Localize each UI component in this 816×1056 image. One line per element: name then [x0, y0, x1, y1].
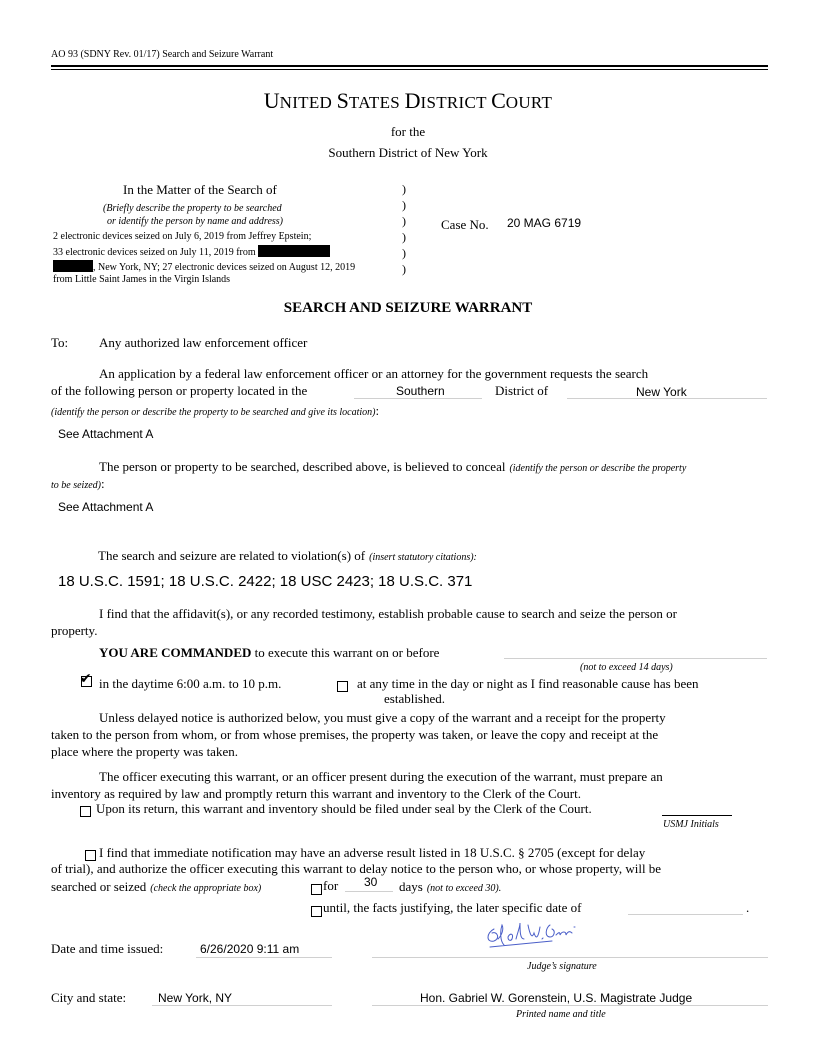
district-of-label: District of: [495, 383, 549, 398]
inventory-line-2: inventory as required by law and promptly return this warrant and inventory to the Clerk of the Court.: [51, 786, 581, 801]
property-line-2: [53, 245, 330, 258]
conceal-instruction-1: (identify the person or describe the property: [509, 463, 687, 474]
location-instruction: [51, 402, 379, 420]
violations-field[interactable]: 18 U.S.C. 1591; 18 U.S.C. 2422; 18 USC 2423; 18 U.S.C. 371: [58, 573, 473, 590]
state-field[interactable]: New York: [636, 385, 687, 399]
seal-label: Upon its return, this warrant and inventory should be filed under seal by the Clerk of the Court.: [96, 801, 592, 816]
caption-paren: ): [402, 262, 406, 276]
court-word-nited: NITED: [279, 93, 337, 112]
judge-signature-label: Judge’s signature: [527, 961, 597, 972]
violations-instruction: (insert statutory citations):: [369, 552, 477, 563]
usmj-initials-line: [662, 815, 732, 816]
until-period: .: [746, 900, 750, 915]
days-field-line: [345, 891, 393, 892]
header-rule-thick: [51, 65, 768, 67]
caption-paren: ): [402, 198, 406, 212]
seal-checkbox-box: [80, 806, 91, 817]
notification-line-1: I find that immediate notification may have an adverse result listed in 18 U.S.C. § 2705 (except for delay: [99, 845, 646, 860]
property-line-3: [53, 260, 355, 273]
court-word-tates: TATES: [348, 93, 405, 112]
checkmark-icon: ✔: [80, 671, 92, 687]
seal-checkbox[interactable]: [80, 803, 91, 821]
court-word-istrict: ISTRICT: [420, 93, 492, 112]
command-line: [99, 645, 439, 661]
days-text: [399, 878, 501, 896]
conceal-field[interactable]: See Attachment A: [58, 500, 154, 514]
for-the: for the: [390, 124, 426, 139]
usmj-initials-label: USMJ Initials: [663, 819, 719, 830]
redaction-bar: [53, 260, 93, 272]
court-title: [0, 88, 816, 114]
property-line-1: 2 electronic devices seized on July 6, 2019 from Jeffrey Epstein;: [53, 231, 312, 242]
application-line-1: An application by a federal law enforcement officer or an attorney for the government requests the search: [99, 366, 649, 381]
property-line-2-text: 33 electronic devices seized on July 11, 2019 from: [53, 247, 256, 258]
violations-text: The search and seizure are related to violation(s) of: [98, 548, 366, 563]
form-id: AO 93 (SDNY Rev. 01/17) Search and Seizure Warrant: [51, 49, 274, 60]
command-rest: to execute this warrant on or before: [251, 645, 440, 660]
for-label: for: [323, 878, 339, 893]
court-letter-s: S: [336, 88, 349, 113]
printed-name-field[interactable]: Hon. Gabriel W. Gorenstein, U.S. Magistrate Judge: [420, 991, 693, 1005]
city-state-line: [152, 1005, 332, 1006]
not-exceed-14-days: (not to exceed 14 days): [580, 662, 673, 673]
until-label: until, the facts justifying, the later specific date of: [323, 900, 582, 915]
header-rule-thin: [51, 69, 768, 70]
conceal-colon: :: [101, 476, 105, 491]
searched-or-seized: searched or seized: [51, 879, 147, 894]
for-days-checkbox[interactable]: [311, 881, 322, 899]
until-checkbox[interactable]: [311, 903, 322, 921]
notification-checkbox-box: [85, 850, 96, 861]
probable-cause-line-1: I find that the affidavit(s), or any recorded testimony, establish probable cause to search and seize the person or: [99, 606, 677, 621]
daytime-label: in the daytime 6:00 a.m. to 10 p.m.: [99, 676, 282, 691]
execute-date-line: [504, 658, 767, 659]
conceal-instruction-2: to be seized): [51, 480, 101, 491]
city-state-field[interactable]: New York, NY: [158, 991, 233, 1005]
until-checkbox-box: [311, 906, 322, 917]
check-box-note: (check the appropriate box): [150, 883, 262, 894]
brief-instruction-line1: (Briefly describe the property to be searched: [103, 203, 282, 214]
delayed-notice-line-2: taken to the person from whom, or from whose premises, the property was taken, or leave the copy and receipt at the: [51, 727, 659, 742]
until-date-line: [628, 914, 743, 915]
anytime-checkbox[interactable]: [337, 678, 348, 696]
brief-instruction-line2: or identify the person by name and address): [107, 216, 283, 227]
judge-signature-image: [480, 919, 580, 955]
conceal-line-1: [99, 458, 686, 476]
to-label: To:: [51, 335, 69, 350]
violations-line: [98, 547, 477, 565]
conceal-text: The person or property to be searched, described above, is believed to conceal: [99, 459, 506, 474]
days-field[interactable]: 30: [364, 875, 378, 889]
warrant-title: SEARCH AND SEIZURE WARRANT: [283, 300, 533, 316]
judge-signature-line: [372, 957, 768, 958]
caption-paren: ): [402, 230, 406, 244]
district-field[interactable]: Southern: [396, 384, 445, 398]
property-line-3-text: , New York, NY; 27 electronic devices seized on August 12, 2019: [93, 262, 356, 273]
court-letter-c: C: [491, 88, 506, 113]
delayed-notice-line-1: Unless delayed notice is authorized below, you must give a copy of the warrant and a receipt for the property: [99, 710, 666, 725]
court-letter-d: D: [404, 88, 421, 113]
for-days-checkbox-box: [311, 884, 322, 895]
printed-name-line: [372, 1005, 768, 1006]
location-field[interactable]: See Attachment A: [58, 427, 154, 441]
anytime-label-2: established.: [384, 691, 446, 706]
caption-paren: ): [402, 182, 406, 196]
date-issued-label: Date and time issued:: [51, 941, 164, 956]
redaction-bar: [258, 245, 330, 257]
application-line-2: of the following person or property located in the: [51, 383, 308, 398]
anytime-checkbox-box: [337, 681, 348, 692]
printed-name-label: Printed name and title: [516, 1009, 606, 1020]
matter-heading: In the Matter of the Search of: [123, 182, 277, 197]
caption-paren: ): [402, 246, 406, 260]
probable-cause-line-2: property.: [51, 623, 98, 638]
notification-line-3: [51, 878, 261, 896]
daytime-checkbox[interactable]: [80, 671, 92, 687]
district-field-line: [354, 398, 482, 399]
notification-line-2: of trial), and authorize the officer executing this warrant to delay notice to the person who, or whose property, will be: [51, 861, 662, 876]
date-issued-line: [196, 957, 332, 958]
days-label: days: [399, 879, 423, 894]
case-number-label: Case No.: [441, 217, 489, 232]
case-number-field[interactable]: 20 MAG 6719: [507, 216, 582, 230]
court-word-ourt: OURT: [505, 93, 553, 112]
delayed-notice-line-3: place where the property was taken.: [51, 744, 238, 759]
caption-paren: ): [402, 214, 406, 228]
command-bold: YOU ARE COMMANDED: [99, 645, 252, 660]
location-colon: :: [375, 403, 380, 418]
court-district: Southern District of New York: [328, 145, 488, 160]
to-value: Any authorized law enforcement officer: [99, 335, 308, 350]
property-line-4: from Little Saint James in the Virgin Islands: [53, 274, 231, 285]
date-issued-field[interactable]: 6/26/2020 9:11 am: [200, 942, 300, 956]
not-exceed-30: (not to exceed 30).: [426, 883, 502, 894]
location-instruction-text: (identify the person or describe the property to be searched and give its location): [51, 407, 376, 418]
inventory-line-1: The officer executing this warrant, or an officer present during the execution of the warrant, must prepare an: [99, 769, 663, 784]
conceal-line-2: [51, 475, 105, 493]
anytime-label-1: at any time in the day or night as I find reasonable cause has been: [357, 676, 699, 691]
city-state-label: City and state:: [51, 990, 127, 1005]
court-letter-u: U: [263, 88, 280, 113]
